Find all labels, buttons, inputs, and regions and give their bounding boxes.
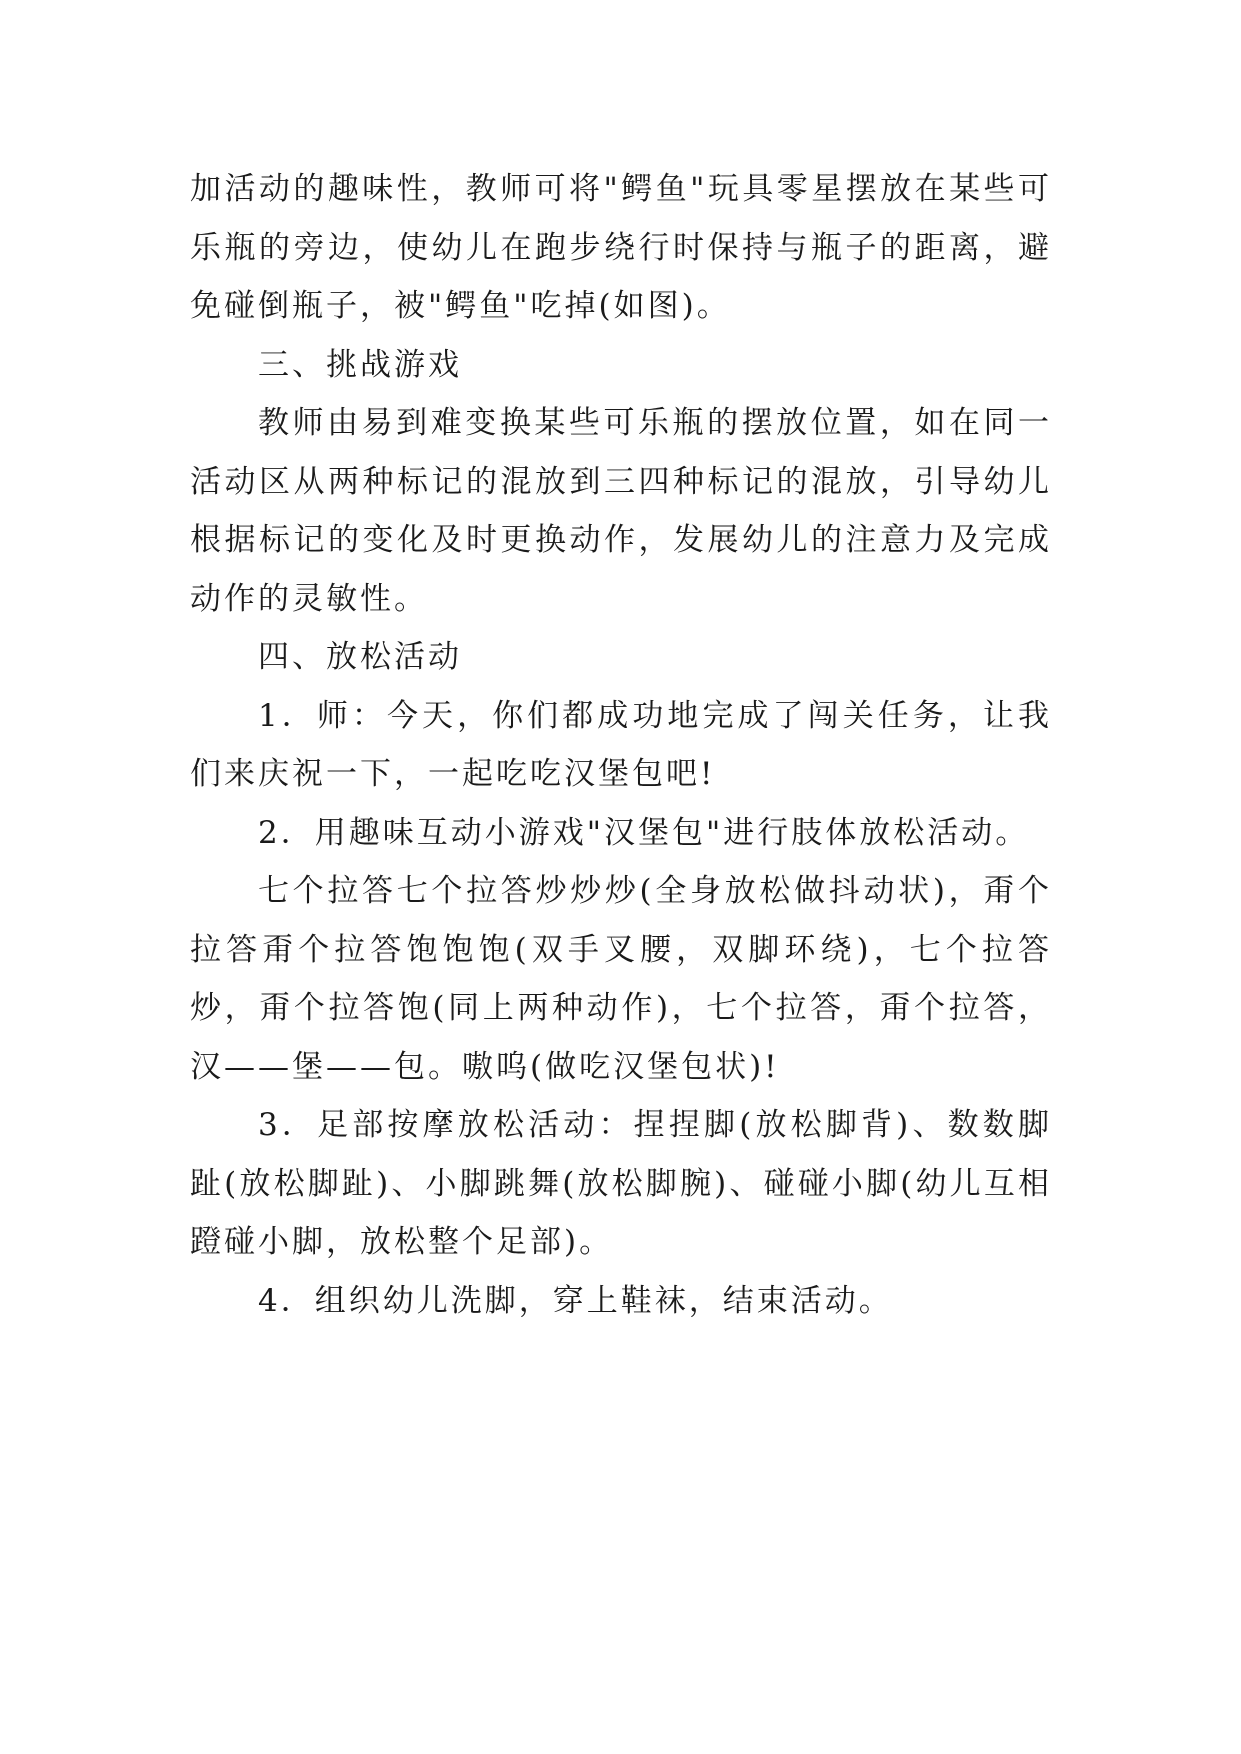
list-item-1: 1．师：今天，你们都成功地完成了闯关任务，让我们来庆祝一下，一起吃吃汉堡包吧! bbox=[190, 697, 1052, 792]
paragraph-continuation: 加活动的趣味性，教师可将"鳄鱼"玩具零星摆放在某些可乐瓶的旁边，使幼儿在跑步绕行时保持与瓶子的距离，避免碰倒瓶子，被"鳄鱼"吃掉(如图)。 bbox=[190, 171, 1052, 324]
list-item-2: 2．用趣味互动小游戏"汉堡包"进行肢体放松活动。 bbox=[258, 814, 1030, 851]
section-heading-relaxation: 四、放松活动 bbox=[258, 639, 462, 675]
list-item-4: 4．组织幼儿洗脚，穿上鞋袜，结束活动。 bbox=[258, 1282, 893, 1319]
section-heading-challenge-game: 三、挑战游戏 bbox=[258, 346, 462, 383]
document-body bbox=[190, 160, 1052, 1330]
paragraph-challenge-game: 教师由易到难变换某些可乐瓶的摆放位置，如在同一活动区从两种标记的混放到三四种标记的混放，引导幼儿根据标记的变化及时更换动作，发展幼儿的注意力及完成动作的灵敏性。 bbox=[190, 405, 1052, 617]
list-item-3: 3．足部按摩放松活动：捏捏脚(放松脚背)、数数脚趾(放松脚趾)、小脚跳舞(放松脚腕)、碰碰小脚(幼儿互相蹬碰小脚，放松整个足部)。 bbox=[190, 1107, 1052, 1260]
paragraph-rhyme: 七个拉答七个拉答炒炒炒(全身放松做抖动状)，甭个拉答甭个拉答饱饱饱(双手叉腰，双脚环绕)，七个拉答炒，甭个拉答饱(同上两种动作)，七个拉答，甭个拉答，汉——堡——包。嗷呜(做吃汉堡包状)! bbox=[190, 873, 1052, 1085]
